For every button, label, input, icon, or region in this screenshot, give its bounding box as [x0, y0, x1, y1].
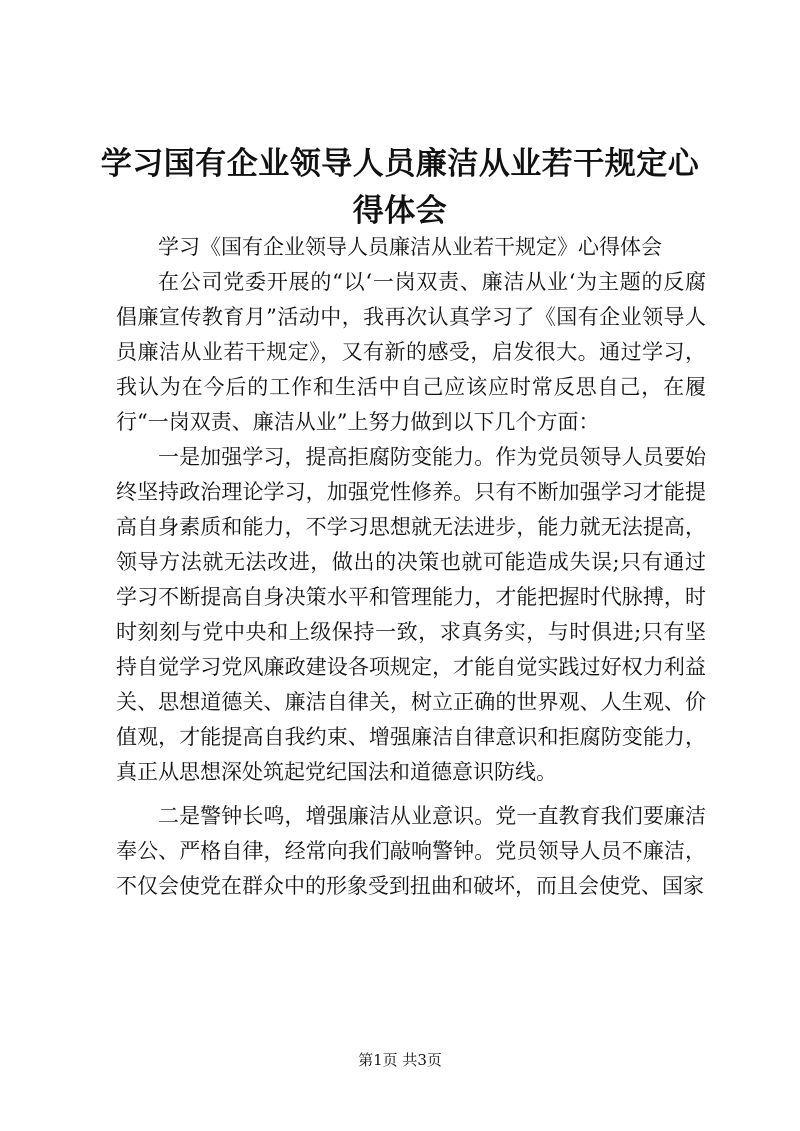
intro-paragraph: 在公司党委开展的“以‘一岗双责、廉洁从业‘为主题的反腐倡廉宣传教育月”活动中，我再次认真学习了《国有企业领导人员廉洁从业若干规定》，又有新的感受，启发很大。通过学习，我认为在今后的工作和生活中自己应该应时常反思自己，在履行“一岗双责、廉洁从业”上努力做到以下几个方面： [116, 270, 706, 434]
subtitle-paragraph: 学习《国有企业领导人员廉洁从业若干规定》心得体会 [158, 235, 662, 259]
document-body [116, 230, 706, 904]
page-footer: 第1页 共3页 [358, 1051, 442, 1069]
point-one-paragraph: 一是加强学习，提高拒腐防变能力。作为党员领导人员要始终坚持政治理论学习，加强党性修养。只有不断加强学习才能提高自身素质和能力，不学习思想就无法进步，能力就无法提高，领导方法就无法改进，做出的决策也就可能造成失误;只有通过学习不断提高自身决策水平和管理能力，才能把握时代脉搏，时时刻刻与党中央和上级保持一致，求真务实，与时俱进;只有坚持自觉学习党风廉政建设各项规定，才能自觉实践过好权力利益关、思想道德关、廉洁自律关，树立正确的世界观、人生观、价值观，才能提高自我约束、增强廉洁自律意识和拒腐防变能力，真正从思想深处筑起党纪国法和道德意识防线。 [116, 445, 706, 784]
point-two-paragraph: 二是警钟长鸣，增强廉洁从业意识。党一直教育我们要廉洁奉公、严格自律，经常向我们敲响警钟。党员领导人员不廉洁，不仅会使党在群众中的形象受到扭曲和破坏，而且会使党、国家 [116, 804, 706, 898]
document-title: 学习国有企业领导人员廉洁从业若干规定心得体会 [100, 146, 700, 229]
